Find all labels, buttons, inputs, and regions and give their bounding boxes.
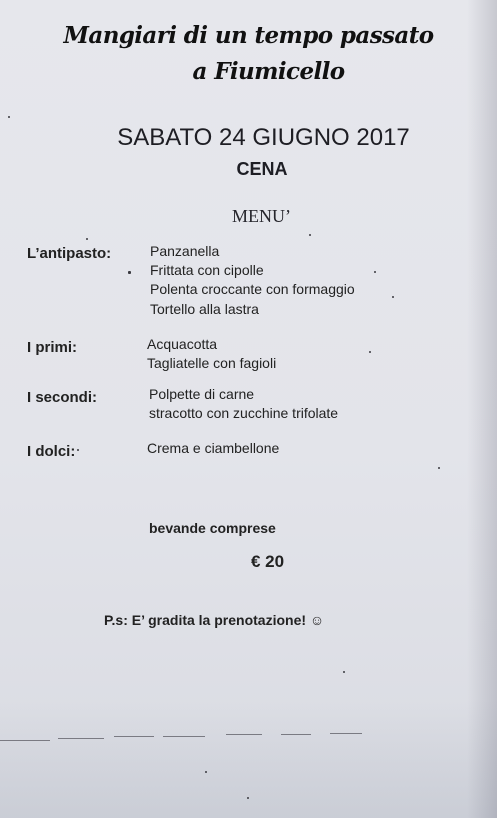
cut-line-segment xyxy=(0,740,50,741)
speck xyxy=(343,671,345,673)
speck xyxy=(77,449,79,451)
title-line-2: a Fiumicello xyxy=(192,58,345,85)
cut-line-segment xyxy=(281,734,311,735)
menu-item: Tagliatelle con fagioli xyxy=(147,355,277,371)
menu-heading: MENU’ xyxy=(232,206,291,226)
speck xyxy=(438,467,440,469)
cut-line-segment xyxy=(330,733,362,734)
cut-line-segment xyxy=(114,736,154,737)
reservation-note: P.s: E’ gradita la prenotazione! ☺ xyxy=(104,612,325,628)
section-label-antipasto: L’antipasto: xyxy=(27,245,112,262)
menu-item: Polenta croccante con formaggio xyxy=(150,281,355,297)
menu-item: Crema e ciambellone xyxy=(147,440,280,456)
section-label-secondi: I secondi: xyxy=(27,389,98,406)
speck xyxy=(205,771,207,773)
section-label-dolci: I dolci: xyxy=(27,443,76,460)
section-label-primi: I primi: xyxy=(27,339,78,356)
menu-item: Frittata con cipolle xyxy=(150,262,264,278)
menu-item: Tortello alla lastra xyxy=(150,301,259,317)
menu-item: stracotto con zucchine trifolate xyxy=(149,405,339,421)
cut-line-segment xyxy=(163,736,205,737)
event-date: SABATO 24 GIUGNO 2017 xyxy=(117,124,410,151)
meal-type: CENA xyxy=(236,159,288,179)
title-line-1: Mangiari di un tempo passato xyxy=(63,22,434,49)
menu-item: Panzanella xyxy=(150,243,220,259)
speck xyxy=(392,296,394,298)
speck xyxy=(8,116,10,118)
paper-shadow xyxy=(0,700,497,818)
menu-item: Polpette di carne xyxy=(149,386,255,402)
cut-line-segment xyxy=(58,738,104,739)
cut-line-segment xyxy=(226,734,262,735)
speck xyxy=(128,271,131,274)
speck xyxy=(247,797,249,799)
price: € 20 xyxy=(251,552,285,571)
speck xyxy=(369,351,371,353)
speck xyxy=(86,238,88,240)
speck xyxy=(374,271,376,273)
drinks-note: bevande comprese xyxy=(149,520,276,536)
speck xyxy=(309,234,311,236)
menu-item: Acquacotta xyxy=(147,336,218,352)
paper-edge-shadow xyxy=(467,0,497,818)
